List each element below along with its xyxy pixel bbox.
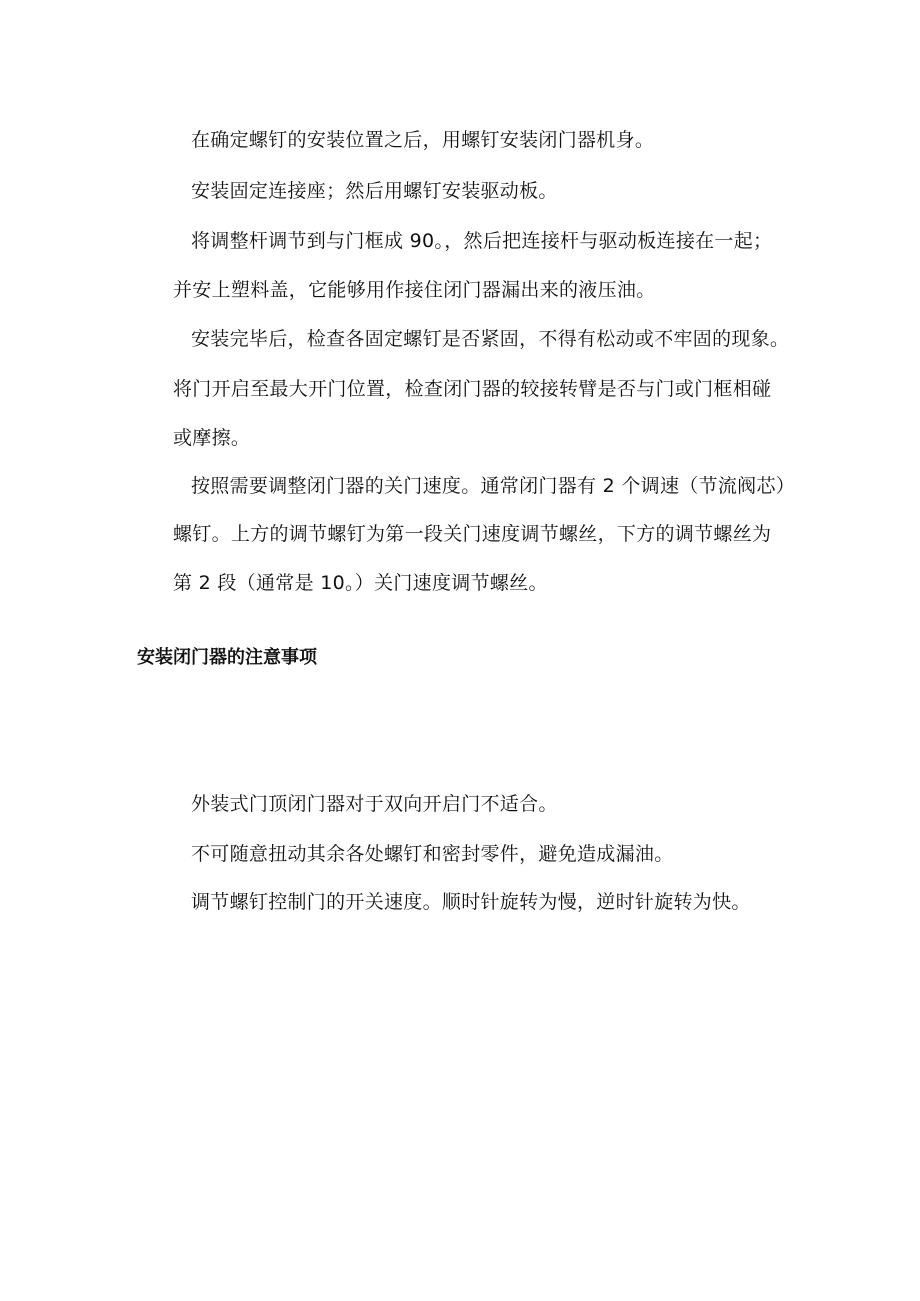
note-double-door: 外装式门顶闭门器对于双向开启门不适合。 (191, 793, 558, 815)
paragraph-install-body: 在确定螺钉的安装位置之后，用螺钉安装闭门器机身。 (191, 129, 655, 151)
paragraph-check-line1: 安装完毕后，检查各固定螺钉是否紧固，不得有松动或不牢固的现象。 (191, 328, 790, 350)
paragraph-check-line3: 或摩擦。 (173, 427, 251, 449)
paragraph-speed-line3: 第 2 段（通常是 10。）关门速度调节螺丝。 (173, 572, 548, 594)
paragraph-speed-line1: 按照需要调整闭门器的关门速度。通常闭门器有 2 个调速（节流阀芯） (191, 475, 796, 497)
note-speed-direction: 调节螺钉控制门的开关速度。顺时针旋转为慢，逆时针旋转为快。 (191, 891, 751, 913)
note-no-twisting: 不可随意扭动其余各处螺钉和密封零件，避免造成漏油。 (191, 843, 674, 865)
paragraph-check-line2: 将门开启至最大开门位置，检查闭门器的较接转臂是否与门或门框相碰 (173, 378, 772, 400)
paragraph-adjust-rod-line1: 将调整杆调节到与门框成 90。，然后把连接杆与驱动板连接在一起； (191, 230, 773, 252)
paragraph-adjust-rod-line2: 并安上塑料盖，它能够用作接住闭门器漏出来的液压油。 (173, 279, 656, 301)
paragraph-install-seat: 安装固定连接座；然后用螺钉安装驱动板。 (191, 180, 558, 202)
section-heading: 安装闭门器的注意事项 (137, 647, 317, 668)
paragraph-speed-line2: 螺钉。上方的调节螺钉为第一段关门速度调节螺丝，下方的调节螺丝为 (173, 523, 772, 545)
